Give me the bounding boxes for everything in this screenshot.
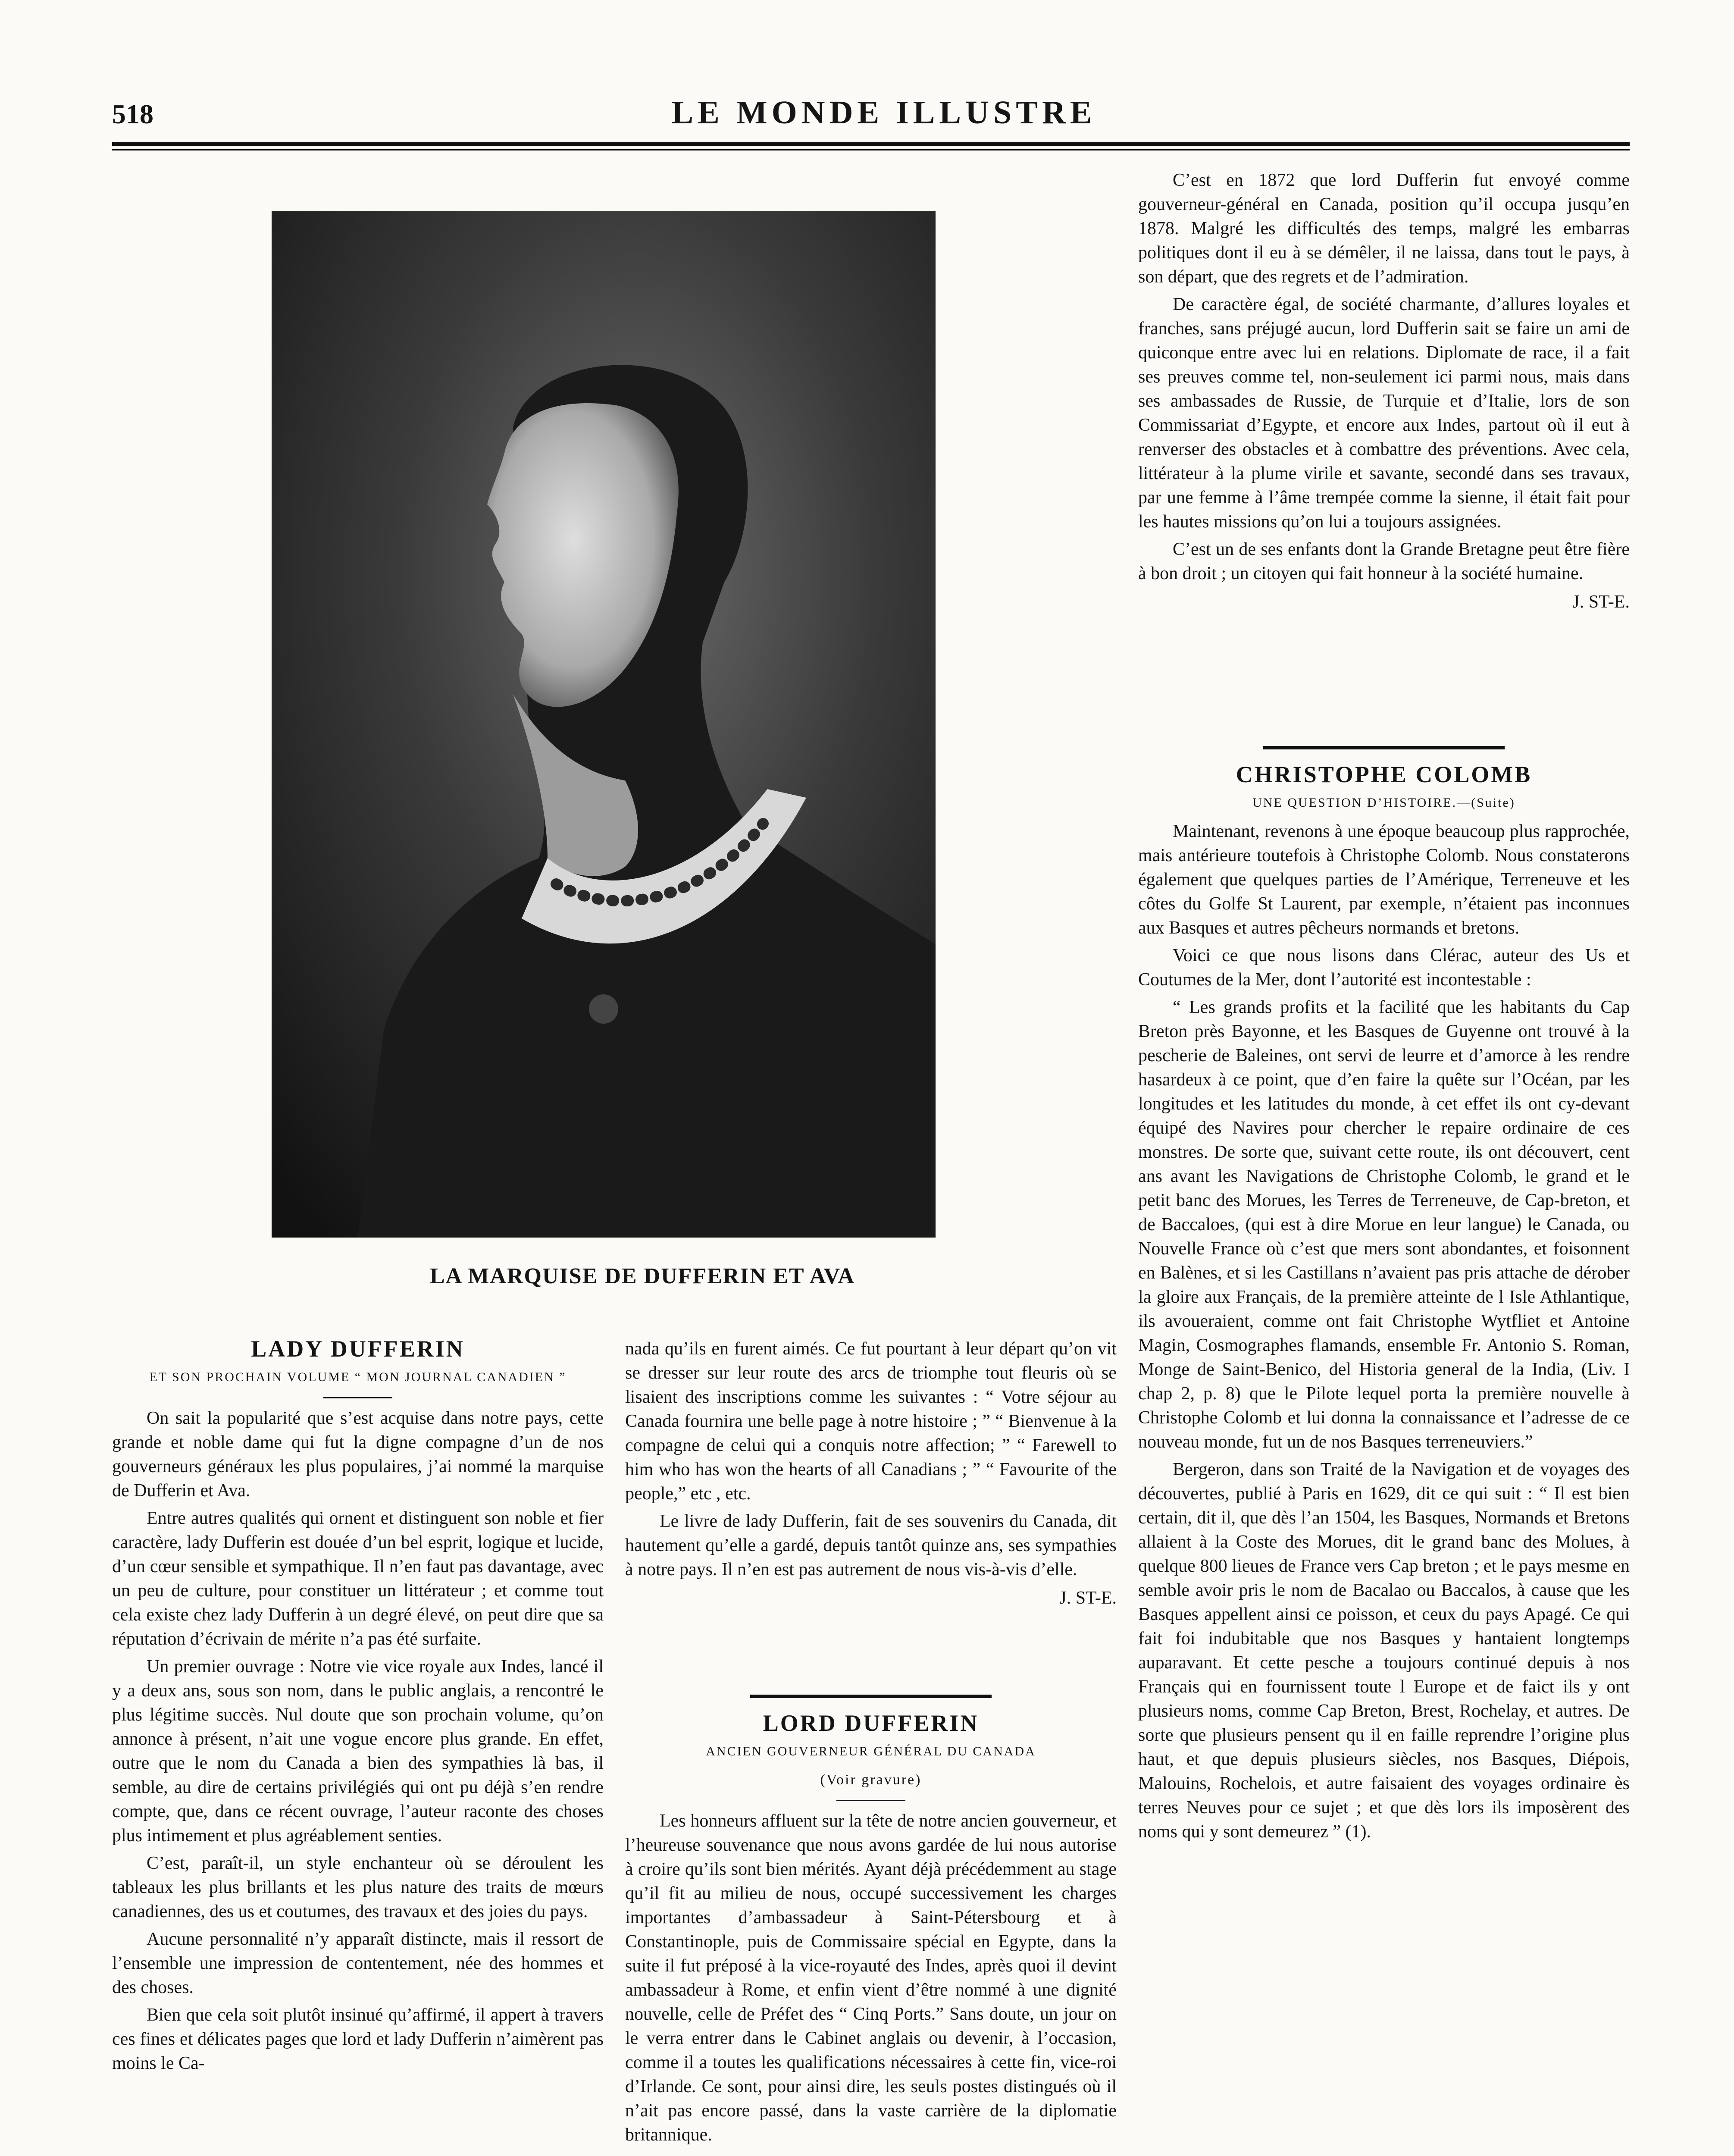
- article-title: LADY DUFFERIN: [251, 1336, 465, 1362]
- section-rule: [323, 1397, 392, 1398]
- signature: J. ST-E.: [1059, 1588, 1117, 1608]
- article-subtitle: ET SON PROCHAIN VOLUME “ MON JOURNAL CANADIEN ”: [149, 1370, 567, 1384]
- article-note: (Voir gravure): [820, 1772, 922, 1788]
- section-rule: [1263, 746, 1505, 749]
- paragraph: Entre autres qualités qui ornent et distinguent son noble et fier caractère, lady Dufferin est douée d’un bel esprit, logique et lucide, d’un cœur sensible et sympathique. Il n’en faut pas davantage, avec un peu de culture, pour constituer un littérateur ; et comme tout cela existe chez lady Dufferin à un degré élevé, on peut dire que sa réputation d’écrivain de mérite n’a pas été surfaite.: [112, 1508, 604, 1649]
- paragraph: De caractère égal, de société charmante, d’allures loyales et franches, sans préjugé aucun, lord Dufferin sait se faire un ami de quiconque entre avec lui en relations. Diplomate de race, il a fait ses preuves comme tel, non-seulement ici parmi nous, mais dans ses ambassades de Russie, de Turquie et d’Italie, lors de son Commissariat d’Egypte, et encore aux Indes, partout où il eut à renverser des obstacles et à combattre des préventions. Avec cela, littérateur à la plume virile et savante, secondé dans ses travaux, par une femme à l’âme trempée comme la sienne, il était fait pour les hautes missions qu’on lui a toujours assignées.: [1138, 295, 1630, 532]
- lord-dufferin-article: [625, 1682, 1117, 2150]
- lady-dufferin-continued: [625, 1337, 1117, 1610]
- article-subtitle: ANCIEN GOUVERNEUR GÉNÉRAL DU CANADA: [706, 1744, 1036, 1758]
- paragraph: Voici ce que nous lisons dans Clérac, auteur des Us et Coutumes de la Mer, dont l’autorité est incontestable :: [1138, 946, 1630, 990]
- lady-dufferin-article: [112, 1337, 604, 2079]
- paragraph: nada qu’ils en furent aimés. Ce fut pourtant à leur départ qu’on vit se dresser sur leur route des arcs de triomphe tout fleuris où se lisaient des inscriptions comme les suivantes : “ Votre séjour au Canada fournira une belle page à notre histoire ; ” “ Bienvenue à la compagne de celui qui a conquis notre affection; ” “ Farewell to him who has won the hearts of all Canadians ; ” “ Favourite of the people,” etc , etc.: [625, 1339, 1117, 1504]
- portrait-photograph: [272, 211, 936, 1238]
- christophe-colomb-article: [1138, 733, 1630, 1847]
- paragraph: C’est en 1872 que lord Dufferin fut envoyé comme gouverneur-général en Canada, position qu’il occupa jusqu’en 1878. Malgré les difficultés des temps, malgré les embarras politiques dont il eu à se démêler, il ne laissa, dans tout le pays, à son départ, que des regrets et de l’admiration.: [1138, 170, 1630, 287]
- section-rule: [750, 1695, 992, 1698]
- paragraph: C’est, paraît-il, un style enchanteur où se déroulent les tableaux les plus brillants et les plus nature des traits de mœurs canadiennes, des us et coutumes, des travaux et des joies du pays.: [112, 1853, 604, 1921]
- paragraph: Les honneurs affluent sur la tête de notre ancien gouverneur, et l’heureuse souvenance que nous avons gardée de lui nous autorise à croire qu’ils sont bien mérités. Ayant déjà précédemment au stage qu’il fit au milieu de nous, occupé successivement les charges importantes d’ambassadeur à Saint-Pétersbourg et à Constantinople, puis de Commissaire spécial en Egypte, dans la suite il fut préposé à la vice-royauté des Indes, après quoi il devint ambassadeur à Rome, et enfin vient d’être nommé à une dignité nouvelle, celle de Préfet des “ Cinq Ports.” Sans doute, un jour on le verra entrer dans le Cabinet anglais ou devenir, à l’occasion, comme il a toutes les qualifications nécessaires à cette fin, vice-roi d’Irlande. Ce sont, pour ainsi dire, les seuls postes distingués où il n’ait pas encore passé, dans la vaste carrière de la diplomatie britannique.: [625, 1811, 1117, 2145]
- signature: J. ST-E.: [1572, 592, 1630, 612]
- paragraph: Bergeron, dans son Traité de la Navigation et de voyages des découvertes, publié à Paris en 1629, dit ce qui suit : “ Il est bien certain, dit il, que dès l’an 1504, les Basques, Normands et Bretons allaient à la Coste des Morues, dit le grand banc des Molues, à quelque 800 lieues de France vers Cap breton ; et le pays mesme en semble avoir pris le nom de Bacalao ou Baccalos, à cause que les Basques appellent ainsi ce poisson, et ceux du pays Apagé. Ce qui fait foi indubitable que nos Basques y hantaient longtemps auparavant. Et cette pesche a toujours continué depuis à nos Français qui en fournissent toute l Europe et de faict ils y ont plusieurs noms, comme Cap Breton, Brest, Rochelay, et autres. De sorte que plusieurs pensent qu il en faille reprendre l’origine plus haut, et que depuis plusieurs siècles, nos Basques, Diépois, Malouins, Rochelois, et autre faisaient des voyages ordinaire ès terres Neuves pour ce sujet ; et que dès lors ils imposèrent des noms qui y sont demeurez ” (1).: [1138, 1460, 1630, 1842]
- paragraph: Aucune personnalité n’y apparaît distincte, mais il ressort de l’ensemble une impression de contentement, née des hommes et des choses.: [112, 1929, 604, 1997]
- journal-title: LE MONDE ILLUSTRE: [671, 94, 1096, 131]
- section-rule: [836, 1800, 905, 1801]
- illustration-caption: LA MARQUISE DE DUFFERIN ET AVA: [429, 1264, 855, 1288]
- header-rule: [112, 142, 1630, 150]
- paragraph: “ Les grands profits et la facilité que les habitants du Cap Breton près Bayonne, et les Basques de Guyenne ont trouvé à la pescherie de Baleines, ont servi de leurre et d’amorce à les rendre hasardeux à ce point, que d’en faire la quête sur l’Océan, par les longitudes et les latitudes du monde, à cet effet ils ont cy-devant équipé des Navires pour chercher le repaire ordinaire de ces monstres. De sorte que, suivant cette route, ils ont découvert, cent ans avant les Navigations de Christophe Colomb, le grand et le petit banc des Morues, les Terres de Terreneuve, de Cap-breton, et de Baccaloes, (qui est à dire Morue en leur langue) le Canada, ou Nouvelle France où c’est que mers sont abondantes, et foisonnent en Balènes, et si les Castillans n’avaient pas pris attache de dérober la gloire aux Français, de la première atteinte de l Isle Athlantique, ils avoueraient, comme ont fait Christophe Wytfliet et Antoine Magin, Cosmographes flamands, ensemble Fr. Antonio S. Roman, Monge de Saint-Benico, del Historia general de la India, (Liv. I chap 2, p. 8) que le Pilote lequel porta la première nouvelle à Christophe Colomb et lui donna la connaissance et l’adresse de ce nouveau monde, fut un de nos Basques terreneuviers.”: [1138, 997, 1630, 1452]
- portrait-engraving: [272, 211, 936, 1238]
- paragraph: Un premier ouvrage : Notre vie vice royale aux Indes, lancé il y a deux ans, sous son nom, dans le public anglais, a rencontré le plus légitime succès. Nul doute que son prochain volume, qu’on annonce à présent, n’ait une vogue encore plus grande. En effet, outre que le nom du Canada a bien des sympathies là bas, il semble, au dire de certains privilégiés qui ont pu déjà s’en rendre compte, que, dans ce récent ouvrage, l’auteur raconte des choses plus intimement et plus agréablement senties.: [112, 1657, 604, 1846]
- article-title: CHRISTOPHE COLOMB: [1236, 761, 1532, 787]
- article-title: LORD DUFFERIN: [763, 1710, 979, 1736]
- paragraph: C’est un de ses enfants dont la Grande Bretagne peut être fière à bon droit ; un citoyen qui fait honneur à la société humaine.: [1138, 539, 1630, 583]
- paragraph: Maintenant, revenons à une époque beaucoup plus rapprochée, mais antérieure toutefois à Christophe Colomb. Nous constaterons également que quelques parties de l’Amérique, Terreneuve et les côtes du Golfe St Laurent, par exemple, n’étaient pas inconnues aux Basques et autres pêcheurs normands et bretons.: [1138, 821, 1630, 938]
- lord-dufferin-continued: [1138, 168, 1630, 614]
- article-subtitle: UNE QUESTION D’HISTOIRE.—(Suite): [1252, 796, 1515, 810]
- paragraph: Le livre de lady Dufferin, fait de ses souvenirs du Canada, dit hautement qu’elle a gardé, depuis tantôt quinze ans, ses sympathies à notre pays. Il n’en est pas autrement de nous vis-à-vis d’elle.: [625, 1511, 1117, 1579]
- paragraph: On sait la popularité que s’est acquise dans notre pays, cette grande et noble dame qui fut la digne compagne d’un de nos gouverneurs généraux les plus populaires, j’ai nommé la marquise de Dufferin et Ava.: [112, 1408, 604, 1501]
- paragraph: Bien que cela soit plutôt insinué qu’affirmé, il appert à travers ces fines et délicates pages que lord et lady Dufferin n’aimèrent pas moins le Ca-: [112, 2005, 604, 2073]
- page-number: 518: [112, 99, 153, 129]
